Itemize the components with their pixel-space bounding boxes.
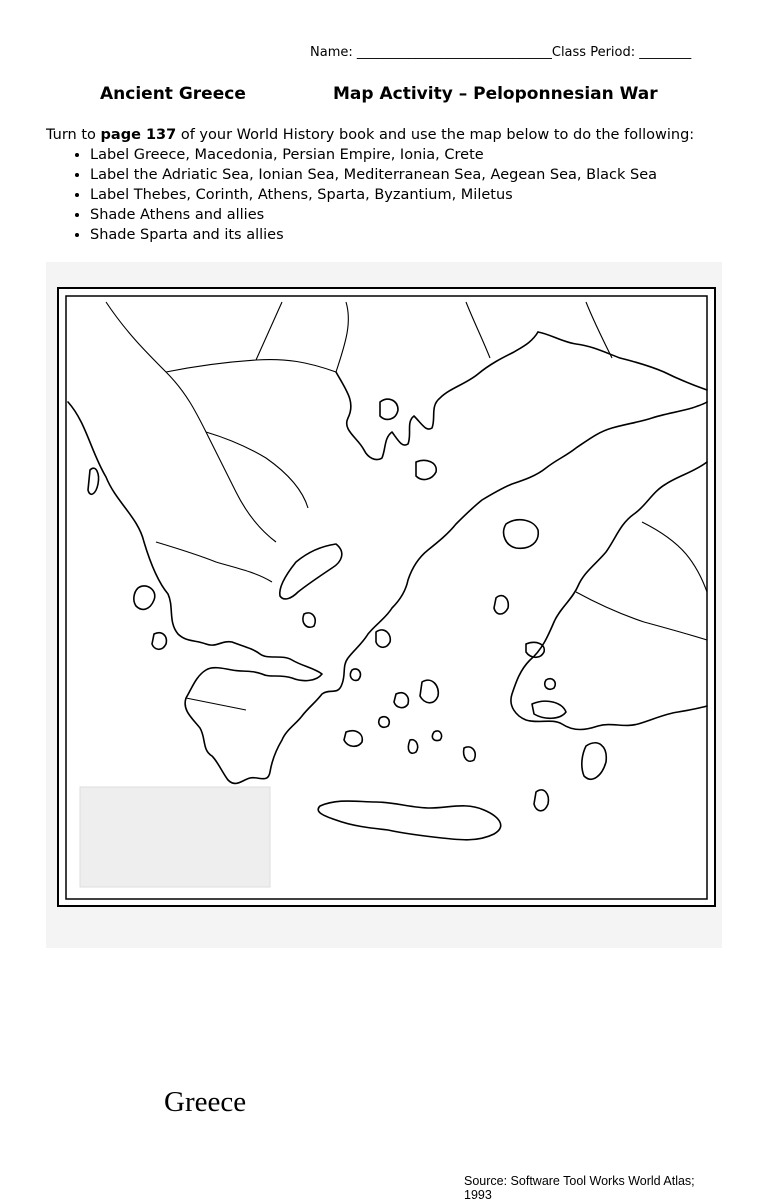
instructions (46, 125, 746, 245)
task-list (46, 145, 746, 245)
page-reference: page 137 (100, 127, 177, 143)
greece-outline-map (46, 262, 722, 948)
worksheet-subtitle: Map Activity – Peloponnesian War (333, 84, 658, 104)
list-item: • Shade Sparta and its allies (90, 225, 746, 245)
map-label-greece: Greece (164, 1086, 247, 1118)
name-class-period-line: Name: ______________________________Class Period: ________ (310, 45, 692, 60)
list-item: • Label the Adriatic Sea, Ionian Sea, Mediterranean Sea, Aegean Sea, Black Sea (90, 165, 746, 185)
label-box (80, 787, 270, 887)
worksheet-title: Ancient Greece (100, 84, 246, 104)
list-item: • Label Greece, Macedonia, Persian Empire, Ionia, Crete (90, 145, 746, 165)
instructions-intro: Turn to page 137 of your World History book and use the map below to do the following: (46, 127, 695, 143)
map-source: Source: Software Tool Works World Atlas; 1993 (464, 1174, 695, 1202)
outline-map (46, 262, 722, 1202)
list-item: • Label Thebes, Corinth, Athens, Sparta, Byzantium, Miletus (90, 185, 746, 205)
list-item: • Shade Athens and allies (90, 205, 746, 225)
